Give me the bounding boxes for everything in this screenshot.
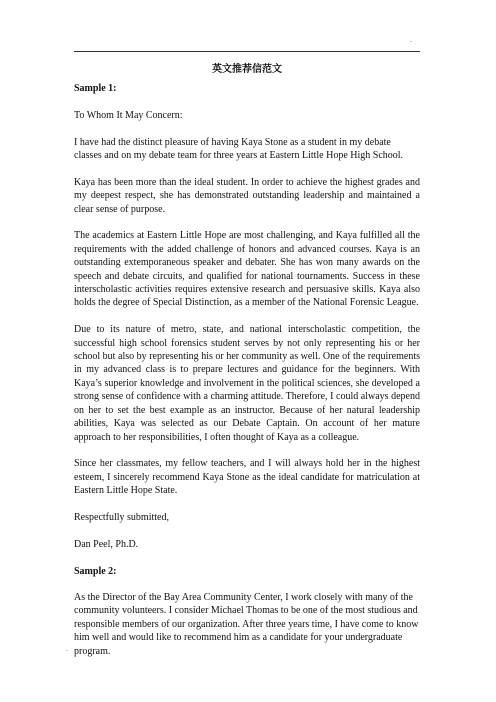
page-mark-top: . <box>410 35 412 44</box>
paragraph-5: Since her classmates, my fellow teachers, and I will always hold her in the highest esteem, I sincerely recommend Kaya Stone as the ideal candidate for matriculation at Eastern Little Hope State. <box>74 458 420 497</box>
salutation: To Whom It May Concern: <box>74 109 183 121</box>
document-body <box>74 63 420 671</box>
sample-2-paragraph: As the Director of the Bay Area Community Center, I work closely with many of the community volunteers. I consider Michael Thomas to be one of the most studious and responsible members of our organization. After three years time, I have come to know him well and would like to recommend him as a candidate for your undergraduate program. <box>74 591 419 657</box>
signature: Dan Peel, Ph.D. <box>74 538 139 550</box>
sample-2-heading: Sample 2: <box>74 565 117 577</box>
page-title: 英文推荐信范文 <box>212 64 282 75</box>
paragraph-1: I have had the distinct pleasure of having Kaya Stone as a student in my debate classes and on my debate team for three years at Eastern Little Hope High School. <box>74 136 404 162</box>
paragraph-2: Kaya has been more than the ideal student. In order to achieve the highest grades and my deepest respect, she has demonstrated outstanding leadership and maintained a clear sense of purpose. <box>74 176 420 215</box>
sample-1-heading: Sample 1: <box>74 83 117 95</box>
paragraph-3: The academics at Eastern Little Hope are most challenging, and Kaya fulfilled all the requirements with the added challenge of honors and advanced courses. Kaya is an outstanding extemporaneous speaker and debater. She has won many awards on the speech and debate circuits, and qualified for national tournaments. Success in these interscholastic activities requires extensive research and persuasive skills. Kaya also holds the degree of Special Distinction, as a member of the National Forensic League. <box>74 230 420 309</box>
header-rule <box>74 51 420 52</box>
page-mark-bottom: . <box>66 644 68 653</box>
paragraph-4: Due to its nature of metro, state, and national interscholastic competition, the successful high school forensics student serves by not only representing his or her school but also by representing his or her community as well. One of the requirements in my advanced class is to prepare lectures and guidance for the beginners. With Kaya’s superior knowledge and involvement in the political sciences, she developed a strong sense of confidence with a charming attitude. Therefore, I could always depend on her to set the best example as an instructor. Because of her natural leadership abilities, Kaya was selected as our Debate Captain. On account of her mature approach to her responsibilities, I often thought of Kaya as a colleague. <box>74 324 420 443</box>
closing: Respectfully submitted, <box>74 511 169 523</box>
